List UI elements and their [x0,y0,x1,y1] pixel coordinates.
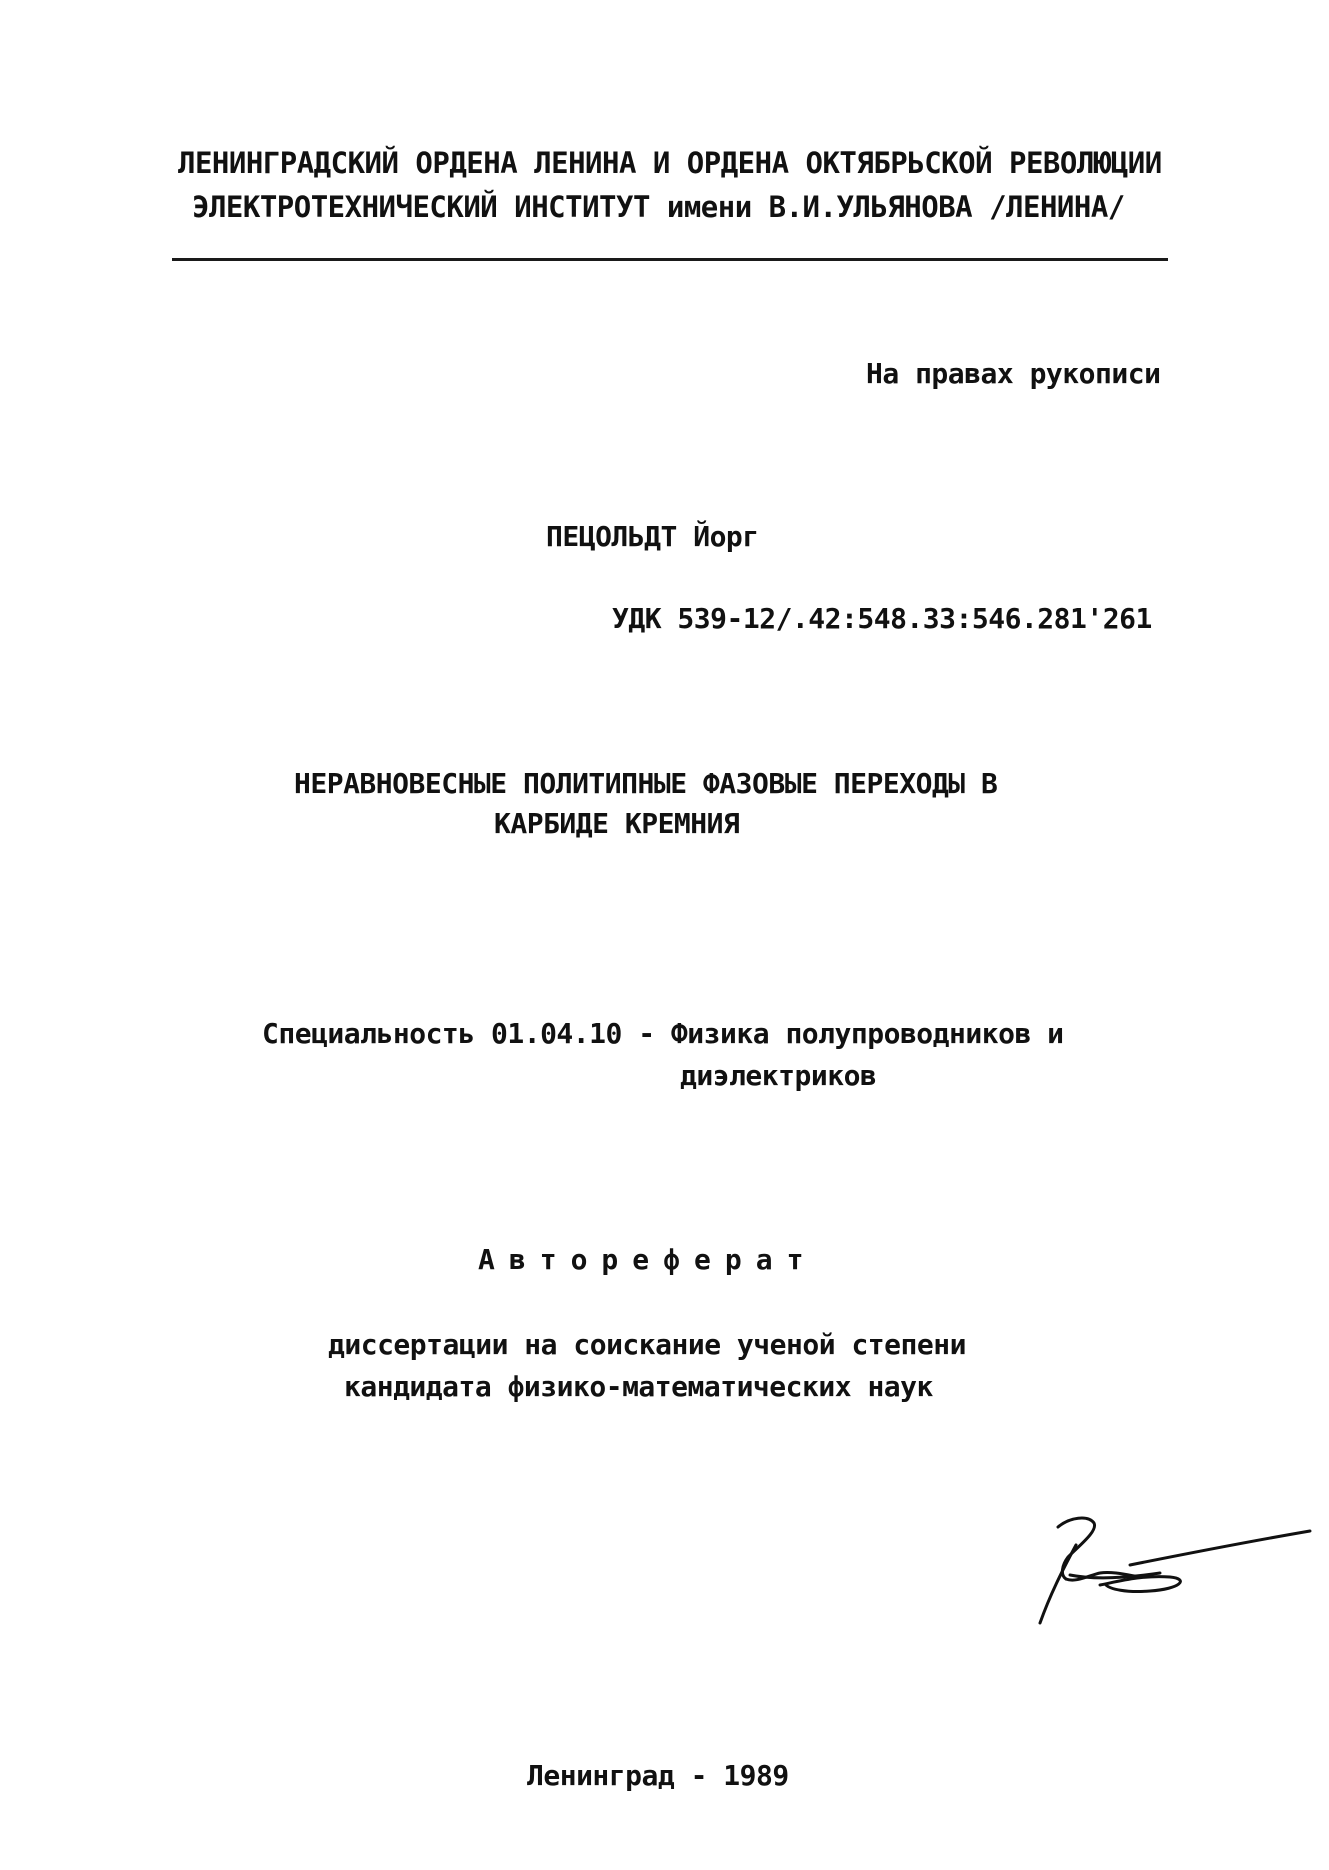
manuscript-note: На правах рукописи [866,357,1161,390]
specialty-line-2: диэлектриков [680,1059,877,1092]
place-and-year: Ленинград - 1989 [527,1759,789,1792]
udc-code: УДК 539-12/.42:548.33:546.281'261 [612,602,1152,635]
title-line-2: КАРБИДЕ КРЕМНИЯ [494,807,740,840]
title-line-1: НЕРАВНОВЕСНЫЕ ПОЛИТИПНЫЕ ФАЗОВЫЕ ПЕРЕХОДЫ В [294,767,998,800]
document-type: Автореферат [478,1243,818,1276]
handwritten-signature-icon [1010,1505,1320,1625]
institution-line-1: ЛЕНИНГРАДСКИЙ ОРДЕНА ЛЕНИНА И ОРДЕНА ОКТЯБРЬСКОЙ РЕВОЛЮЦИИ [178,146,1162,180]
degree-line-1: диссертации на соискание ученой степени [328,1328,966,1361]
header-divider [172,258,1168,261]
specialty-line-1: Специальность 01.04.10 - Физика полупроводников и [262,1017,1064,1050]
author-name: ПЕЦОЛЬДТ Йорг [546,520,759,553]
degree-line-2: кандидата физико-математических наук [344,1370,933,1403]
institution-line-2: ЭЛЕКТРОТЕХНИЧЕСКИЙ ИНСТИТУТ имени В.И.УЛЬЯНОВА /ЛЕНИНА/ [192,190,1125,224]
